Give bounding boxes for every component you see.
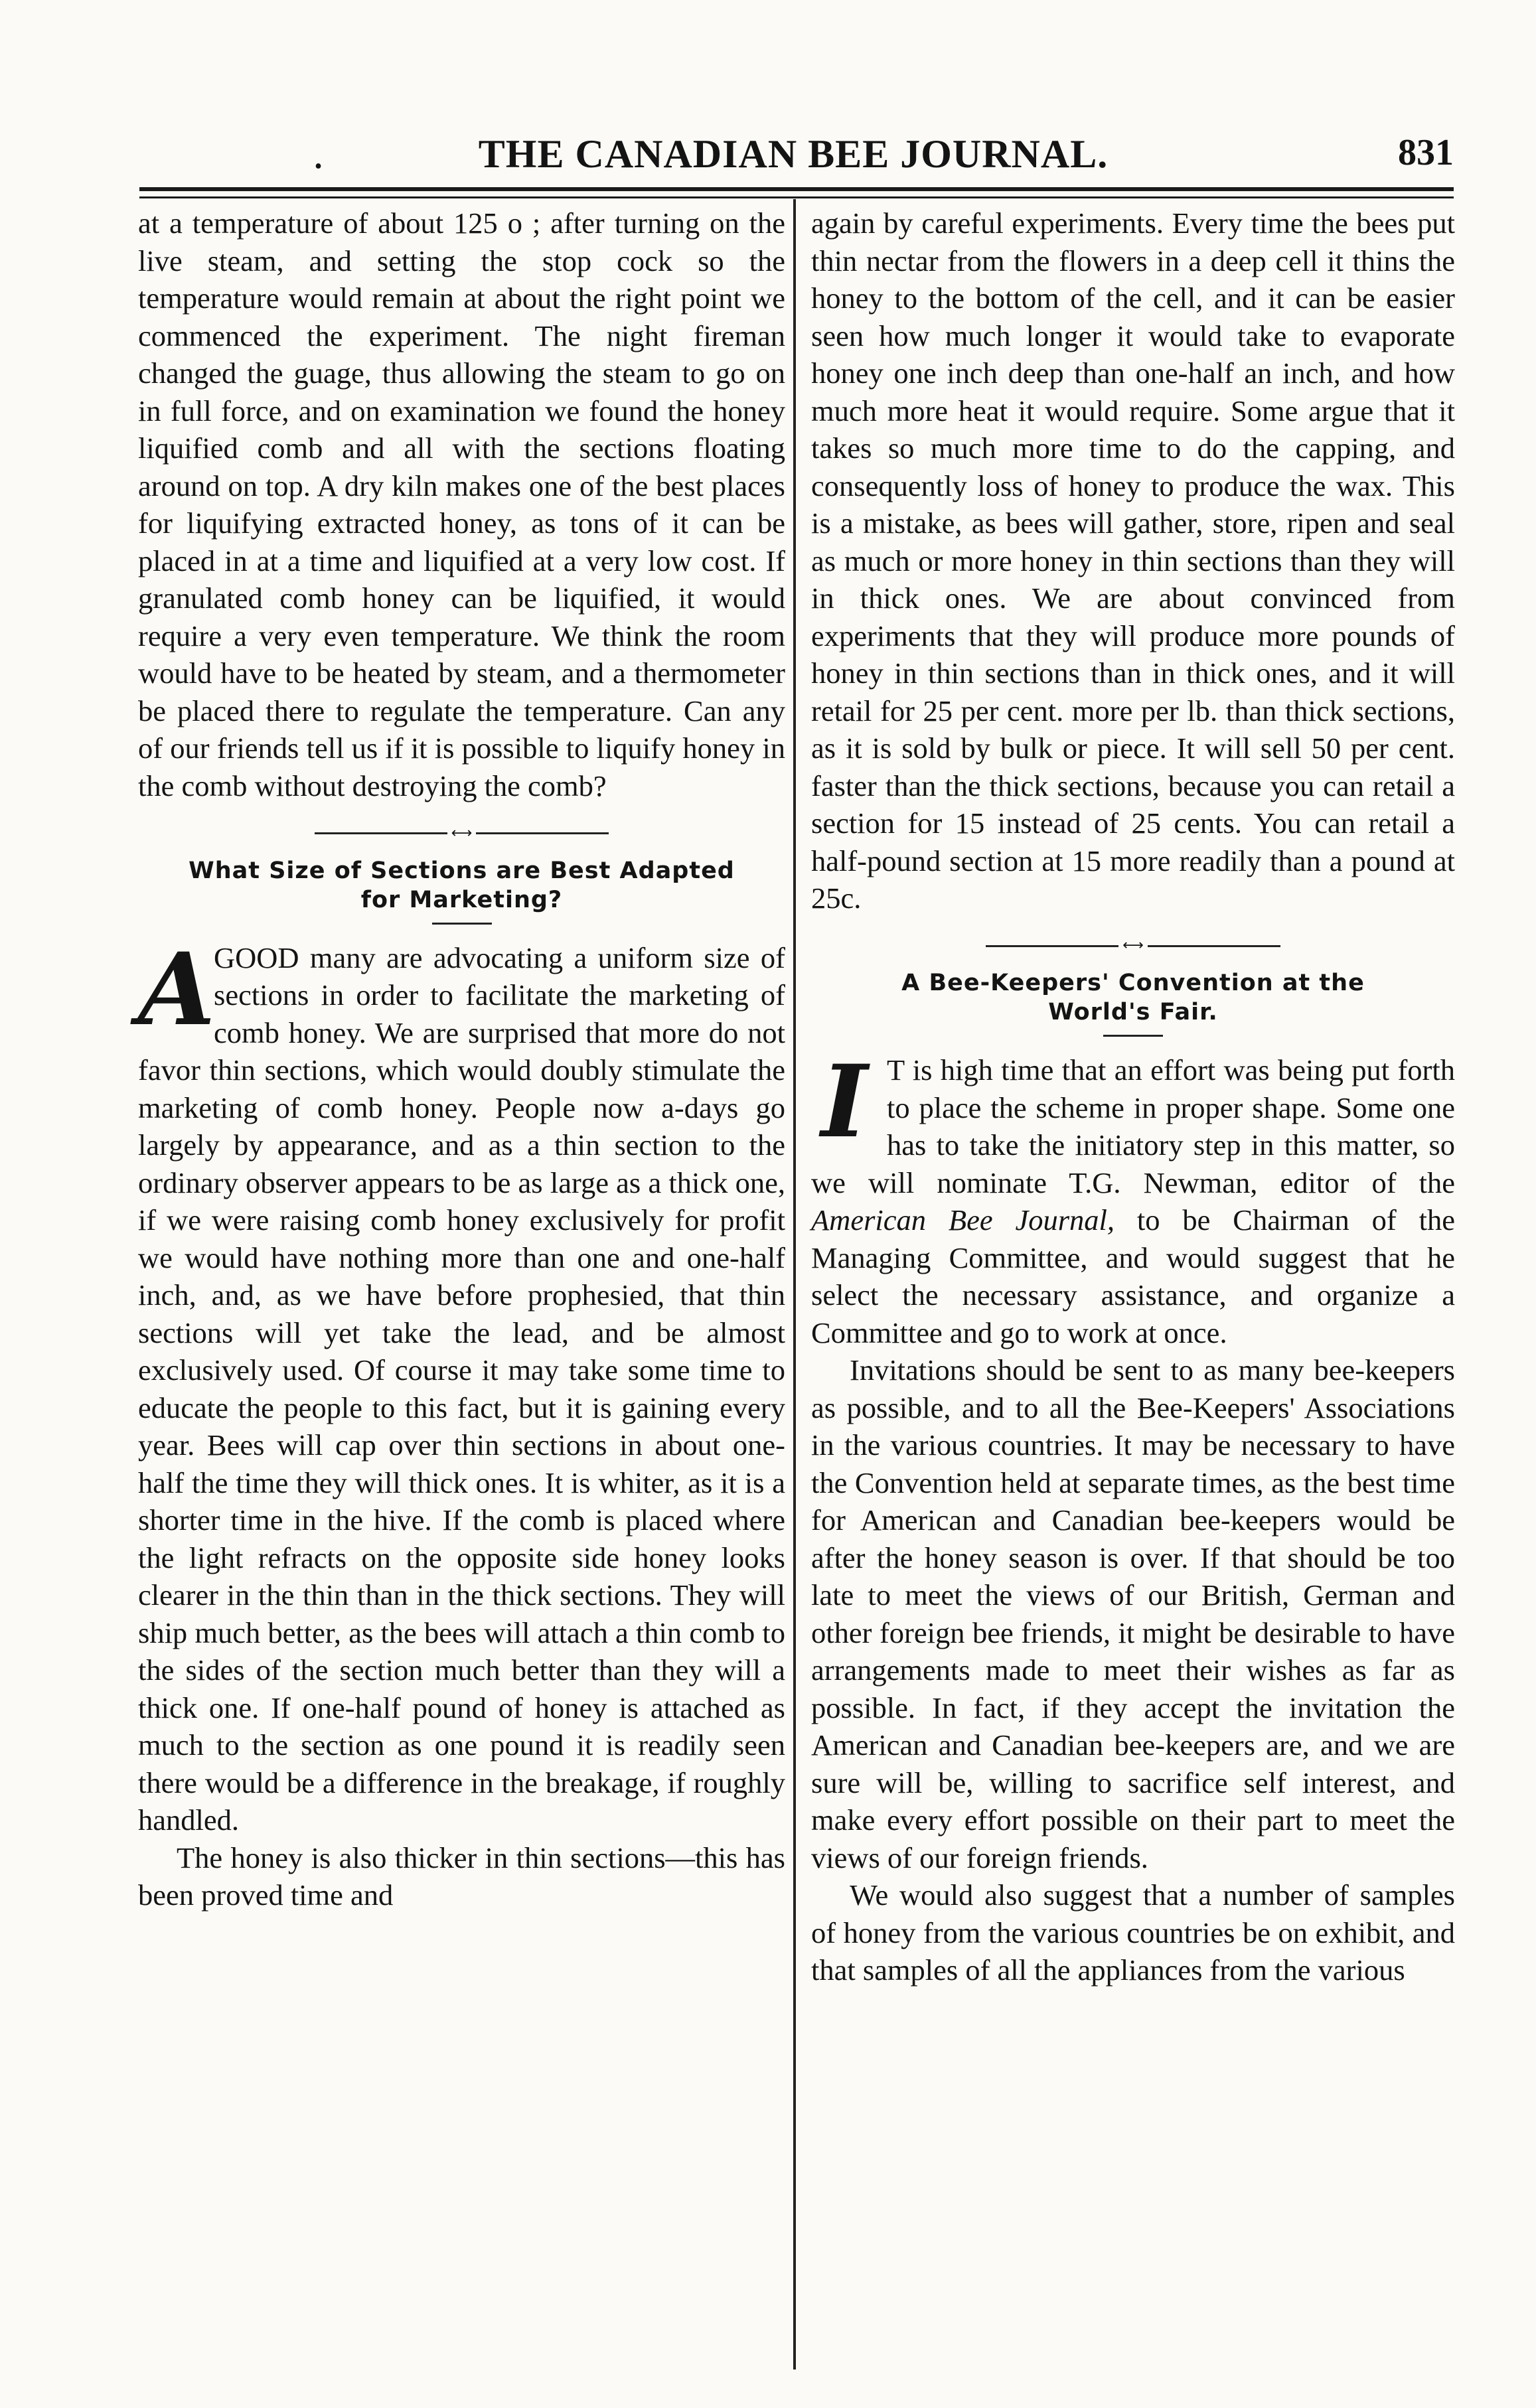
- journal-name-italic: American Bee Journal,: [811, 1203, 1115, 1237]
- ornament-line-right: [476, 832, 609, 834]
- drop-cap-a: A: [138, 931, 216, 1048]
- final-paragraph: The honey is also thicker in thin sections—this has been proved time and: [138, 1841, 785, 1912]
- article-text-end: to be Chairman of the Managing Committee, and would suggest that he select the necessary assistance, and organize a Committee and go to work at once.: [811, 1203, 1456, 1349]
- samples-paragraph: We would also suggest that a number of samples of honey from the various countries be on exhibit, and that samples of all the appliances from the various: [811, 1878, 1455, 1987]
- invitations-paragraph: Invitations should be sent to as many bee-keepers as possible, and to all the Bee-Keepers' Associations in the various countries. It may be necessary to have the Convention held at separate times, as the best time for American and Canadian bee-keepers would be after the honey season is over. If that should be too late to meet the views of our British, German and other foreign bee friends, it might be desirable to have arrangements made to meet their wishes as far as possible. In fact, if they accept the invitation the American and Canadian bee-keepers are, and we are sure will be, willing to sacrifice self interest, and make every effort possible on their part to meet the views of our foreign friends.: [811, 1353, 1455, 1874]
- article-heading-sections: [138, 856, 785, 915]
- article-heading-convention: [811, 968, 1455, 1027]
- journal-title: THE CANADIAN BEE JOURNAL.: [478, 132, 1109, 176]
- article-body-convention: [811, 1043, 1456, 1351]
- header-rule-thick: [139, 187, 1454, 191]
- heading-rule: [432, 923, 492, 925]
- drop-cap-i: I: [820, 1043, 868, 1161]
- continued-paragraph-right: again by careful experiments. Every time the bees put thin nectar from the flowers in a deep cell it thins the honey to the bottom of the cell, and it can be easier seen how much longer it would take to evaporate honey one inch deep than one-half an inch, and how much more heat it would require. Some argue that it takes so much more time to do the capping, and consequently loss of honey to produce the wax. This is a mistake, as bees will gather, store, ripen and seal as much or more honey in thin sections than they will in thick ones. We are about convinced from experiments that they will produce more pounds of honey in thin sections than in thick ones, and it will retail for 25 per cent. more per lb. than thick sections, as it is sold by bulk or piece. It will sell 50 per cent. faster than the thick sections, because you can retail a section for 15 instead of 25 cents. You can retail a half-pound section at 15 more readily than a pound at 25c.: [811, 206, 1455, 915]
- article-body-sections: [138, 931, 785, 1839]
- page-number: 831: [1398, 132, 1454, 173]
- article-text-start: T is high time that an effort was being put forth to place the scheme in proper shape. Some one has to take the initiatory step in this matter, so we will nominate T.G. Newman, editor of the: [811, 1053, 1455, 1199]
- page-header: [133, 126, 1454, 186]
- left-column: [138, 204, 785, 1914]
- continued-paragraph: at a temperature of about 125 o ; after turning on the live steam, and setting the stop cock so the temperature would remain at about the right point we commenced the experiment. The night fireman changed the guage, thus allowing the steam to go on in full force, and on examination we found the honey liquified comb and all with the sections floating around on top. A dry kiln makes one of the best places for liquifying extracted honey, as tons of it can be placed in at a time and liquified at a very low cost. If granulated comb honey can be liquified, it would require a very even temperature. We think the room would have to be heated by steam, and a thermometer be placed there to regulate the temperature. Can any of our friends tell us if it is possible to liquify honey in the comb without destroying the comb?: [138, 206, 785, 802]
- ornament-line-right: [1148, 945, 1280, 947]
- section-ornament-right: [811, 932, 1455, 960]
- header-rule-thin: [139, 196, 1454, 198]
- heading-line-1: A Bee-Keepers' Convention at the: [901, 970, 1365, 997]
- ornament-mark: ⟷: [451, 824, 473, 842]
- heading-line-2: for Marketing?: [360, 886, 563, 913]
- column-divider: [793, 199, 796, 2370]
- heading-rule: [1103, 1035, 1163, 1037]
- ornament-line-left: [315, 832, 447, 834]
- ornament-mark: ⟷: [1122, 937, 1144, 954]
- ornament-line-left: [986, 945, 1118, 947]
- heading-line-2: World's Fair.: [1048, 999, 1218, 1026]
- header-dot: .: [312, 131, 325, 178]
- heading-line-1: What Size of Sections are Best Adapted: [189, 857, 735, 884]
- right-column: [811, 204, 1455, 1989]
- article-text: GOOD many are advocating a uniform size of sections in order to facilitate the marketing of comb honey. We are surprised that more do not favor thin sections, which would doubly stimulate the marketing of comb honey. People now a-days go largely by appearance, and as a thin section to the ordinary observer appears to be as large as a thick one, if we were raising comb honey exclusively for profit we would have nothing more than one and one-half inch, and, as we have before prophesied, that thin sections will yet take the lead, and be almost exclusively used. Of course it may take some time to educate the people to this fact, but it is gaining every year. Bees will cap over thin sections in about one-half the time they will thick ones. It is whiter, as it is a shorter time in the hive. If the comb is placed where the light refracts on the opposite side honey looks clearer in the thin than in the thick sections. They will ship much better, as the bees will attach a thin comb to the sides of the section much better than they will a thick one. If one-half pound of honey is attached as much to the section as one pound it is readily seen there would be a difference in the breakage, if roughly handled.: [138, 941, 785, 1837]
- section-ornament: [138, 819, 785, 847]
